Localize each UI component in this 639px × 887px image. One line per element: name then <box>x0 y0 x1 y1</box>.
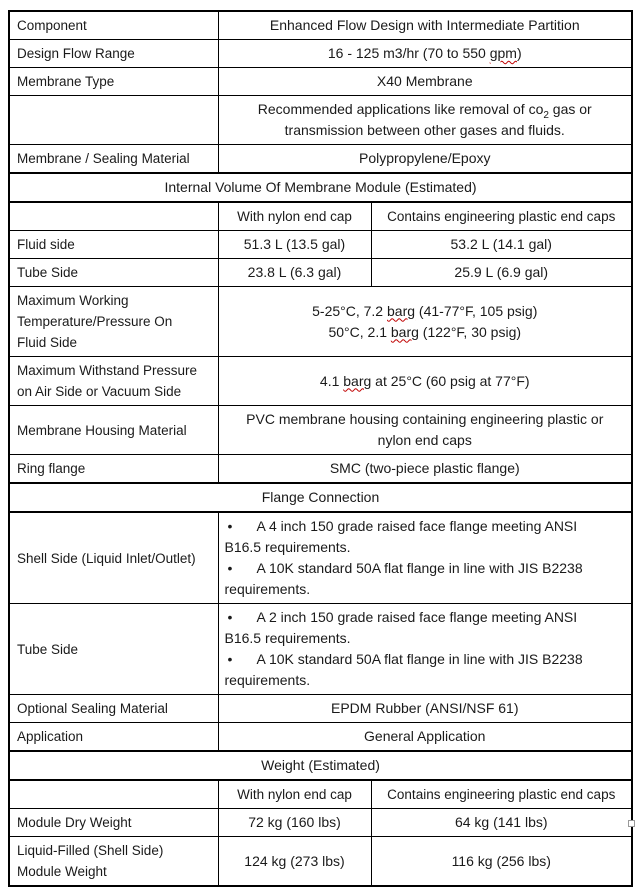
table-row <box>9 145 632 174</box>
label-line: on Air Side or Vacuum Side <box>17 384 182 399</box>
value-line <box>224 99 627 120</box>
row-value-cell: 124 kg (273 lbs) <box>218 837 371 887</box>
value-line <box>224 698 627 719</box>
table-row <box>9 723 632 752</box>
row-value-cell: 23.8 L (6.3 gal) <box>218 259 371 287</box>
value-line <box>224 15 627 36</box>
bullet-icon: • <box>227 609 233 625</box>
row-value-cell <box>218 406 632 455</box>
table-row <box>9 40 632 68</box>
row-label-cell <box>9 259 218 287</box>
label-line: Component <box>17 18 87 33</box>
row-label-cell <box>9 68 218 96</box>
bullet-item-line <box>225 516 626 537</box>
table-row <box>9 68 632 96</box>
misspelled-word: barg <box>343 372 372 389</box>
bullet-item-line <box>225 649 626 670</box>
table-row <box>9 96 632 145</box>
label-line: Maximum Withstand Pressure <box>17 363 198 378</box>
table-row <box>9 809 632 837</box>
table-resize-handle-icon[interactable] <box>628 820 635 827</box>
row-value-cell <box>218 68 632 96</box>
bullet-continuation-line <box>225 628 626 649</box>
table-row <box>9 695 632 723</box>
section-header-cell: Flange Connection <box>9 483 632 512</box>
bullet-text: A 10K standard 50A flat flange in line with JIS B2238 <box>256 560 583 576</box>
section-header-row <box>9 751 632 780</box>
row-label-cell <box>9 40 218 68</box>
bullet-text: A 10K standard 50A flat flange in line with JIS B2238 <box>256 651 583 667</box>
value-line <box>224 43 627 64</box>
text-segment: (122°F, 30 psig) <box>418 323 522 340</box>
bullet-continuation-line <box>225 670 626 691</box>
row-value-cell: 53.2 L (14.1 gal) <box>371 231 632 259</box>
row-value-cell: 64 kg (141 lbs) <box>371 809 632 837</box>
value-line <box>224 458 627 479</box>
text-segment: gas or <box>548 101 592 117</box>
text-segment: ) <box>516 45 522 61</box>
label-line: Membrane / Sealing Material <box>17 151 190 166</box>
bullet-icon: • <box>227 651 233 667</box>
value-line <box>224 148 627 169</box>
bullet-text: requirements. <box>224 672 311 688</box>
text-segment: 4.1 <box>319 372 344 389</box>
label-line: Liquid-Filled (Shell Side) <box>17 843 164 858</box>
label-line: Design Flow Range <box>17 46 135 61</box>
bullet-list-cell <box>218 604 632 695</box>
section-header-row <box>9 173 632 202</box>
row-label-cell <box>9 202 218 231</box>
text-segment: General Application <box>364 728 486 744</box>
row-label-cell <box>9 11 218 40</box>
bullet-item-line <box>225 607 626 628</box>
value-line <box>224 726 627 747</box>
column-header-cell: Contains engineering plastic end caps <box>371 780 632 809</box>
label-line: Module Dry Weight <box>17 815 132 830</box>
row-label-cell <box>9 231 218 259</box>
label-line: Temperature/Pressure On <box>17 314 173 329</box>
text-segment: Recommended applications like removal of co <box>257 101 544 117</box>
text-segment: Enhanced Flow Design with Intermediate Partition <box>269 17 580 33</box>
table-row <box>9 287 632 357</box>
bullet-text: requirements. <box>224 581 311 597</box>
row-value-cell: 25.9 L (6.9 gal) <box>371 259 632 287</box>
row-value-cell <box>218 357 632 406</box>
row-label-cell <box>9 357 218 406</box>
misspelled-word: barg <box>390 323 419 340</box>
label-line: Module Weight <box>17 864 107 879</box>
bullet-text: A 4 inch 150 grade raised face flange meeting ANSI <box>256 518 578 534</box>
bullet-continuation-line <box>225 579 626 600</box>
row-value-cell <box>218 287 632 357</box>
bullet-continuation-line <box>225 537 626 558</box>
label-line: Maximum Working <box>17 293 129 308</box>
section-header-cell: Weight (Estimated) <box>9 751 632 780</box>
label-line: Optional Sealing Material <box>17 701 168 716</box>
label-line: Ring flange <box>17 461 86 476</box>
bullet-text: A 2 inch 150 grade raised face flange meeting ANSI <box>256 609 578 625</box>
text-segment: transmission between other gases and fluids. <box>284 122 565 138</box>
row-label-cell <box>9 723 218 752</box>
row-value-cell <box>218 455 632 484</box>
text-segment: 16 - 125 m3/hr (70 to 550 <box>327 45 490 61</box>
row-label-cell <box>9 837 218 887</box>
text-segment: 50°C, 2.1 <box>328 323 391 340</box>
bullet-text: B16.5 requirements. <box>224 539 351 555</box>
label-line: Membrane Type <box>17 74 115 89</box>
value-line <box>224 120 627 141</box>
value-line <box>224 430 627 451</box>
bullet-icon: • <box>227 518 233 534</box>
label-line: Tube Side <box>17 265 79 280</box>
value-line <box>224 71 627 92</box>
row-label-cell <box>9 604 218 695</box>
section-header-row <box>9 483 632 512</box>
bullet-item-line <box>225 558 626 579</box>
row-label-cell <box>9 809 218 837</box>
label-line: Shell Side (Liquid Inlet/Outlet) <box>17 550 196 566</box>
row-value-cell <box>218 96 632 145</box>
misspelled-word: barg <box>387 302 416 319</box>
table-row <box>9 11 632 40</box>
row-label-cell <box>9 287 218 357</box>
column-header-cell: With nylon end cap <box>218 202 371 231</box>
column-header-cell: Contains engineering plastic end caps <box>371 202 632 231</box>
subscript-text: 2 <box>543 109 549 121</box>
column-header-row <box>9 780 632 809</box>
row-label-cell <box>9 96 218 145</box>
text-segment: EPDM Rubber (ANSI/NSF 61) <box>331 700 519 716</box>
table-row <box>9 406 632 455</box>
text-segment: nylon end caps <box>377 432 472 448</box>
row-value-cell <box>218 40 632 68</box>
column-header-row <box>9 202 632 231</box>
spec-table-body <box>9 11 632 886</box>
spec-table <box>8 10 633 887</box>
label-line: Tube Side <box>17 641 79 657</box>
row-value-cell <box>218 11 632 40</box>
row-label-cell <box>9 512 218 604</box>
table-row <box>9 259 632 287</box>
row-label-cell <box>9 145 218 174</box>
row-value-cell: 51.3 L (13.5 gal) <box>218 231 371 259</box>
label-line: Fluid Side <box>17 335 78 350</box>
bullet-text: B16.5 requirements. <box>224 630 351 646</box>
label-line: Fluid side <box>17 237 75 252</box>
table-row <box>9 231 632 259</box>
row-value-cell: 116 kg (256 lbs) <box>371 837 632 887</box>
row-label-cell <box>9 406 218 455</box>
label-line: Application <box>17 729 84 744</box>
row-value-cell <box>218 145 632 174</box>
table-row <box>9 455 632 484</box>
value-line <box>224 322 627 343</box>
text-segment: 5-25°C, 7.2 <box>312 302 387 319</box>
bullet-icon: • <box>227 560 233 576</box>
row-label-cell <box>9 455 218 484</box>
row-value-cell: 72 kg (160 lbs) <box>218 809 371 837</box>
row-value-cell <box>218 695 632 723</box>
label-line: Membrane Housing Material <box>17 422 187 438</box>
misspelled-word: gpm <box>489 45 517 61</box>
row-label-cell <box>9 695 218 723</box>
text-segment: SMC (two-piece plastic flange) <box>329 460 520 476</box>
table-row <box>9 357 632 406</box>
text-segment: (41-77°F, 105 psig) <box>415 302 538 319</box>
value-line <box>224 301 627 322</box>
text-segment: Polypropylene/Epoxy <box>358 150 491 166</box>
bullet-list-cell <box>218 512 632 604</box>
text-segment: X40 Membrane <box>376 73 473 89</box>
column-header-cell: With nylon end cap <box>218 780 371 809</box>
text-segment: at 25°C (60 psig at 77°F) <box>371 372 530 389</box>
value-line <box>224 371 627 392</box>
table-row <box>9 604 632 695</box>
row-value-cell <box>218 723 632 752</box>
row-label-cell <box>9 780 218 809</box>
section-header-cell: Internal Volume Of Membrane Module (Estimated) <box>9 173 632 202</box>
text-segment: PVC membrane housing containing engineering plastic or <box>246 411 604 427</box>
table-row <box>9 837 632 887</box>
value-line <box>224 409 627 430</box>
table-row <box>9 512 632 604</box>
